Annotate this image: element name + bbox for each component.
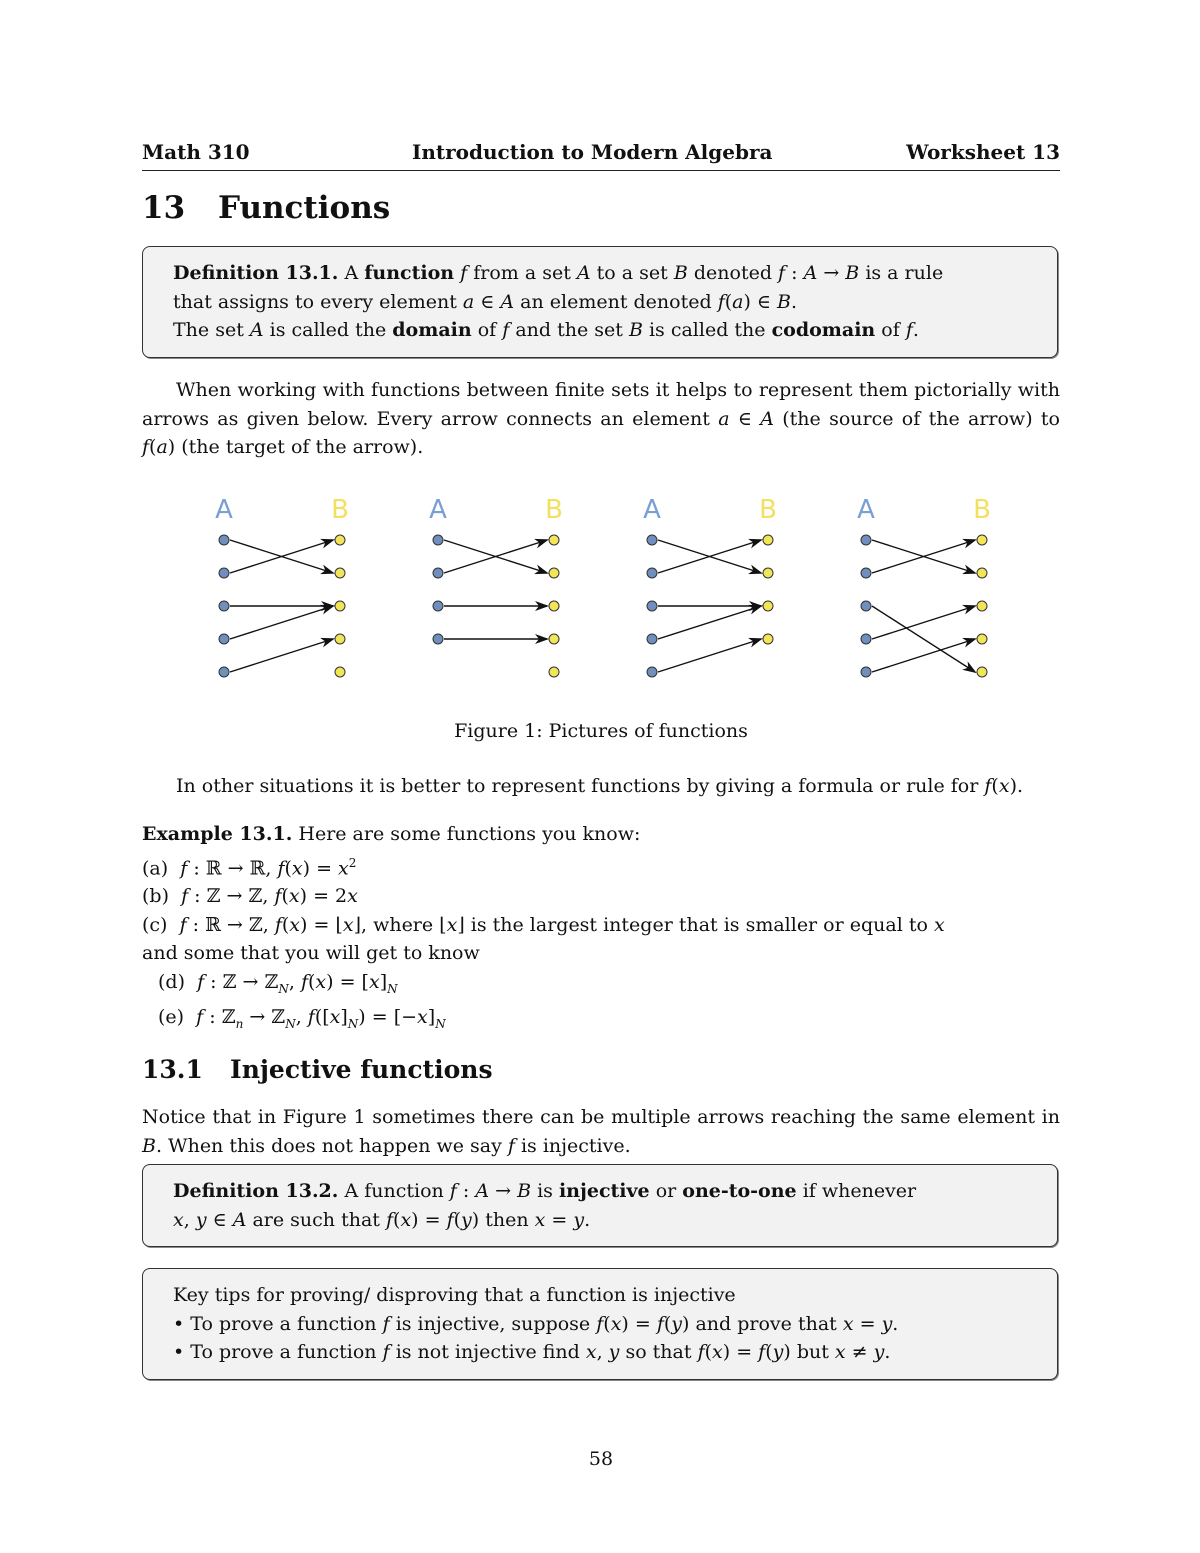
set-a-label: A bbox=[857, 495, 875, 525]
tip-text: To prove a function bbox=[190, 1341, 377, 1363]
mapping-arrow bbox=[658, 639, 761, 672]
subsection-number: 13.1 bbox=[142, 1055, 203, 1084]
mapping-arrow bbox=[872, 639, 975, 672]
key-tips-box bbox=[142, 1268, 1058, 1380]
item-label: (c) bbox=[142, 913, 168, 936]
domain-element-dot bbox=[219, 601, 229, 611]
tip-text: and prove that bbox=[695, 1312, 837, 1335]
tip-text: is not injective find bbox=[395, 1341, 580, 1363]
domain-element-dot bbox=[861, 568, 871, 578]
tip-text: but bbox=[796, 1341, 829, 1363]
tip-text: To prove a function bbox=[190, 1312, 377, 1335]
def-text: of bbox=[881, 319, 900, 341]
definition-13-1-box: Definition 13.1. A function f from a set A to a set B denoted f : A → B is a rule that assigns to every element a ∈ A an element denoted f(a) ∈ B. The set A is called the domain of f and the set B is called the codomain of f. bbox=[142, 246, 1058, 358]
example-item-d: (d) f : ℤ → ℤ$_N$, $f(x) = [x]_N$ bbox=[158, 970, 398, 996]
codomain-element-dot bbox=[763, 601, 773, 611]
codomain-element-dot bbox=[977, 634, 987, 644]
tip-bullet-2: • To prove a function f is not injective find x, y so that f(x) = f(y) but x ≠ y. bbox=[173, 1341, 891, 1363]
definition-label: Definition 13.1. bbox=[173, 262, 339, 284]
paragraph-text: is injective. bbox=[520, 1134, 631, 1157]
example-13-1 bbox=[142, 820, 1060, 1038]
tip-text: so that bbox=[625, 1341, 692, 1363]
mapping-arrow bbox=[230, 606, 333, 639]
domain-element-dot bbox=[219, 535, 229, 545]
mapping-arrow bbox=[872, 606, 975, 639]
figure-caption: Figure 1: Pictures of functions bbox=[454, 720, 748, 742]
example-item-b: (b) f : ℤ → ℤ, f(x) = 2x bbox=[142, 885, 358, 908]
domain-element-dot bbox=[219, 634, 229, 644]
codomain-element-dot bbox=[977, 667, 987, 677]
def-text: from a set bbox=[473, 262, 571, 284]
header-title: Introduction to Modern Algebra bbox=[412, 140, 773, 164]
codomain-element-dot bbox=[335, 634, 345, 644]
functions-figure bbox=[192, 488, 1010, 688]
def-text: then bbox=[485, 1208, 529, 1231]
def-text: is called the bbox=[269, 319, 387, 341]
term-codomain: codomain bbox=[771, 319, 876, 341]
domain-element-dot bbox=[219, 667, 229, 677]
header-course: Math 310 bbox=[142, 140, 250, 164]
paragraph-text: When working with functions between finite sets it helps to represent them pictorially with arrows as given below. Every arrow connects an element bbox=[142, 379, 1060, 430]
codomain-element-dot bbox=[335, 601, 345, 611]
tip-text: is injective, suppose bbox=[395, 1312, 591, 1335]
def-text: that assigns to every element bbox=[173, 290, 457, 313]
codomain-element-dot bbox=[335, 568, 345, 578]
domain-element-dot bbox=[647, 568, 657, 578]
mapping-arrow bbox=[872, 606, 975, 672]
codomain-element-dot bbox=[549, 535, 559, 545]
domain-element-dot bbox=[433, 568, 443, 578]
notice-paragraph: Notice that in Figure 1 sometimes there can be multiple arrows reaching the same element in B. When this does not happen we say f is injective. bbox=[142, 1106, 1060, 1157]
def-text: denoted bbox=[693, 262, 772, 284]
codomain-element-dot bbox=[977, 601, 987, 611]
function-diagram-1 bbox=[215, 495, 349, 677]
set-b-label: B bbox=[545, 495, 563, 525]
set-a-label: A bbox=[643, 495, 661, 525]
mapping-arrow bbox=[658, 606, 761, 639]
tip-bullet-1: • To prove a function f is injective, suppose f(x) = f(y) and prove that x = y. bbox=[173, 1312, 899, 1335]
section-title-text: Functions bbox=[218, 190, 391, 226]
codomain-element-dot bbox=[335, 535, 345, 545]
example-transition: and some that you will get to know bbox=[142, 942, 480, 965]
set-b-label: B bbox=[973, 495, 991, 525]
set-a-label: A bbox=[215, 495, 233, 525]
item-label: (a) bbox=[142, 856, 169, 879]
definition-13-2-box: Definition 13.2. A function f : A → B is injective or one-to-one if whenever x, y ∈ A are such that f(x) = f(y) then x = y. bbox=[142, 1164, 1058, 1247]
domain-element-dot bbox=[647, 634, 657, 644]
def-text: A bbox=[344, 262, 359, 284]
codomain-element-dot bbox=[549, 634, 559, 644]
bullet-icon: • bbox=[173, 1312, 185, 1335]
set-b-label: B bbox=[759, 495, 777, 525]
item-label: (d) bbox=[158, 970, 185, 993]
function-diagram-4 bbox=[857, 495, 991, 677]
domain-element-dot bbox=[433, 535, 443, 545]
def-text: of bbox=[477, 319, 497, 341]
domain-element-dot bbox=[433, 634, 443, 644]
domain-element-dot bbox=[861, 601, 871, 611]
domain-element-dot bbox=[647, 601, 657, 611]
function-diagram-3 bbox=[643, 495, 777, 677]
term-domain: domain bbox=[392, 319, 472, 341]
subsection-title-text: Injective functions bbox=[230, 1055, 493, 1084]
item-label: (e) bbox=[158, 1006, 185, 1029]
page-number: 58 bbox=[588, 1448, 614, 1470]
subsection-heading bbox=[142, 1055, 493, 1084]
function-diagram-2 bbox=[429, 495, 563, 677]
def-text: and the set bbox=[515, 319, 623, 341]
codomain-element-dot bbox=[763, 634, 773, 644]
domain-element-dot bbox=[433, 601, 443, 611]
def-text: is called the bbox=[648, 319, 766, 341]
bullet-icon: • bbox=[173, 1341, 185, 1363]
term-function: function bbox=[364, 262, 455, 284]
def-text: to a set bbox=[596, 262, 668, 284]
domain-element-dot bbox=[647, 535, 657, 545]
def-text: or bbox=[655, 1180, 677, 1202]
example-item-a: (a) f : ℝ → ℝ, $f(x) = x^2$ bbox=[142, 855, 357, 879]
domain-element-dot bbox=[861, 667, 871, 677]
other-situations-paragraph: In other situations it is better to represent functions by giving a formula or rule for f(x). bbox=[176, 775, 1024, 797]
def-text: are such that bbox=[252, 1208, 380, 1231]
set-b-label: B bbox=[331, 495, 349, 525]
term-one-to-one: one-to-one bbox=[682, 1180, 797, 1202]
codomain-element-dot bbox=[335, 667, 345, 677]
domain-element-dot bbox=[647, 667, 657, 677]
codomain-element-dot bbox=[549, 667, 559, 677]
section-number: 13 bbox=[142, 190, 186, 226]
def-text: if whenever bbox=[802, 1180, 917, 1202]
domain-element-dot bbox=[861, 535, 871, 545]
def-text: is bbox=[537, 1180, 553, 1202]
paragraph-text: . When this does not happen we say bbox=[155, 1134, 502, 1157]
definition-label: Definition 13.2. bbox=[173, 1180, 339, 1202]
term-injective: injective bbox=[558, 1180, 650, 1202]
example-item-e: (e) f : ℤ$_n$ → ℤ$_N$, $f([x]_N) = [-x]_N$ bbox=[158, 1006, 446, 1031]
def-text: is a rule bbox=[865, 262, 944, 284]
example-item-c: (c) f : ℝ → ℤ, f(x) = ⌊x⌋, where ⌊x⌋ is the largest integer that is smaller or equal to x bbox=[142, 913, 945, 936]
header-worksheet: Worksheet 13 bbox=[906, 140, 1060, 164]
paragraph-text: (the source of the arrow) to bbox=[782, 407, 1060, 430]
intro-paragraph: When working with functions between finite sets it helps to represent them pictorially with arrows as given below. Every arrow connects an element a ∈ A (the source of the arrow) to f(a) (the target of the arrow). bbox=[142, 379, 1060, 458]
mapping-arrow bbox=[230, 639, 333, 672]
item-text: is the largest integer that is smaller or equal to bbox=[470, 913, 928, 936]
codomain-element-dot bbox=[763, 535, 773, 545]
section-heading bbox=[142, 190, 390, 226]
codomain-element-dot bbox=[549, 601, 559, 611]
example-label: Example 13.1. bbox=[142, 823, 293, 845]
codomain-element-dot bbox=[977, 568, 987, 578]
item-label: (b) bbox=[142, 885, 169, 908]
def-text: A function bbox=[344, 1180, 444, 1202]
set-a-label: A bbox=[429, 495, 447, 525]
def-text: an element denoted bbox=[520, 290, 712, 313]
codomain-element-dot bbox=[549, 568, 559, 578]
paragraph-text: Notice that in Figure 1 sometimes there can be multiple arrows reaching the same element in bbox=[142, 1106, 1060, 1128]
page-header bbox=[142, 140, 1060, 171]
codomain-element-dot bbox=[977, 535, 987, 545]
tips-title: Key tips for proving/ disproving that a function is injective bbox=[173, 1284, 736, 1306]
codomain-element-dot bbox=[763, 568, 773, 578]
def-text: The set bbox=[173, 319, 244, 341]
item-text: , where bbox=[360, 913, 434, 936]
domain-element-dot bbox=[861, 634, 871, 644]
paragraph-text: (the target of the arrow). bbox=[181, 436, 424, 458]
domain-element-dot bbox=[219, 568, 229, 578]
example-intro: Here are some functions you know: bbox=[298, 823, 641, 845]
paragraph-text: In other situations it is better to represent functions by giving a formula or rule for bbox=[176, 775, 979, 797]
